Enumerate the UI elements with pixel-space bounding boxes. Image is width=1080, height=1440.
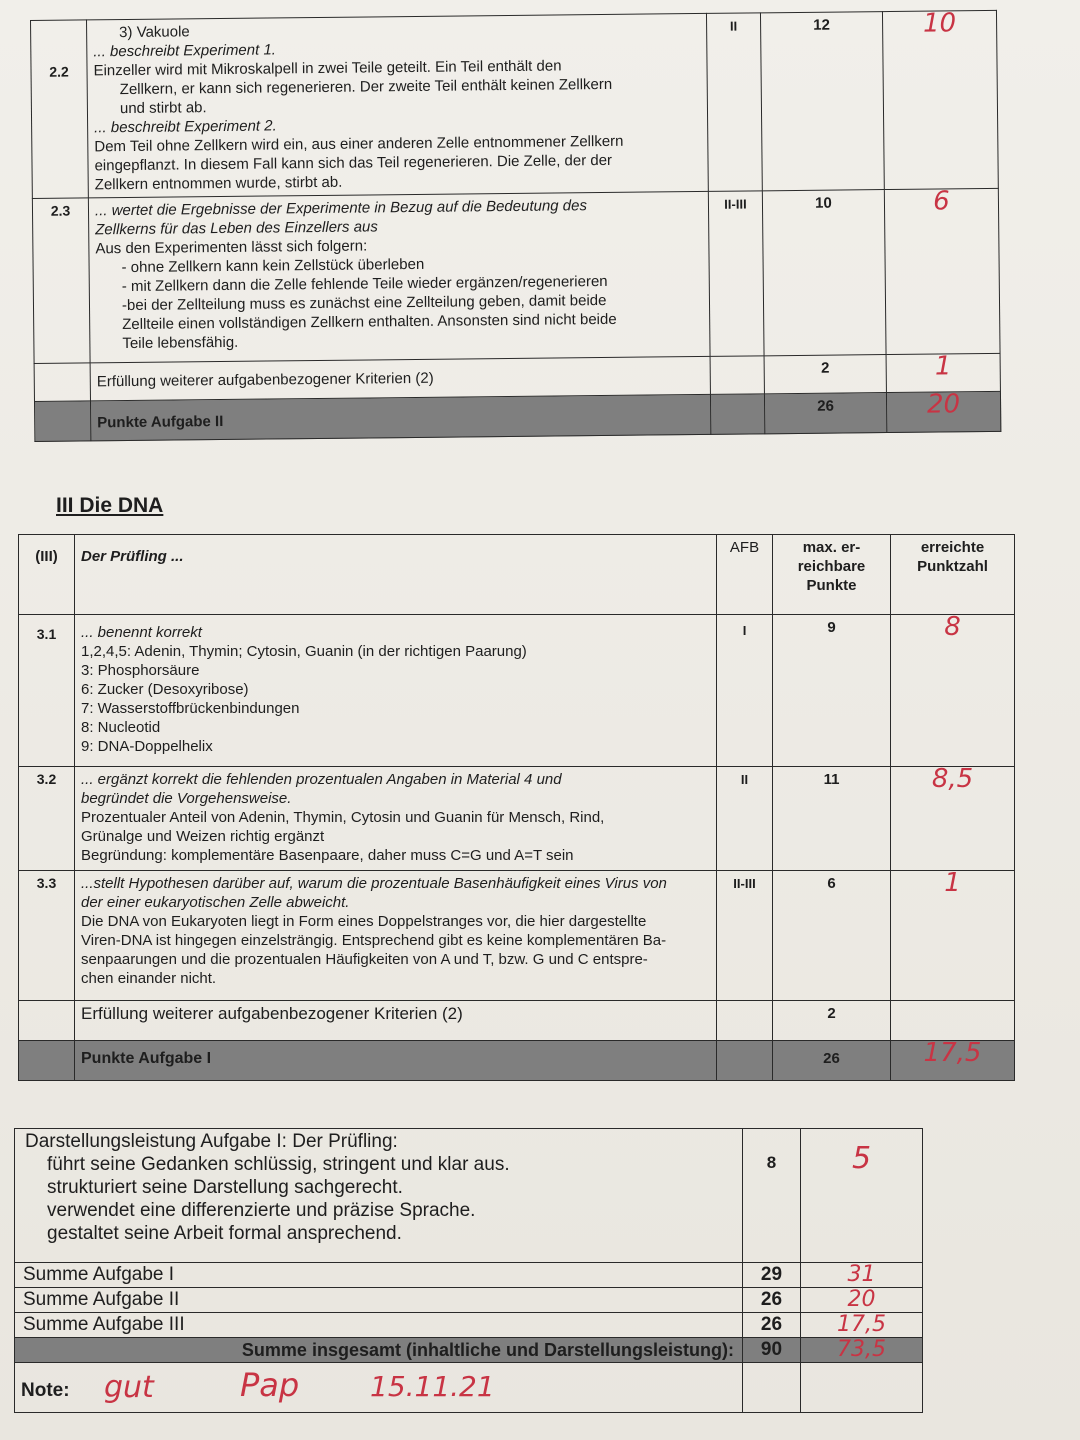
description-line: und stirbt ab. <box>119 99 207 118</box>
max-points: 26 <box>764 393 886 434</box>
handwritten-grade: gut <box>104 1370 154 1405</box>
description-line: ... beschreibt Experiment 1. <box>93 41 277 61</box>
afb-level: II <box>706 13 762 192</box>
max-points: 29 <box>743 1263 801 1288</box>
task-description <box>75 871 717 1001</box>
max-points: 8 <box>743 1129 801 1263</box>
description-line: 1,2,4,5: Adenin, Thymin; Cytosin, Guanin (in der richtigen Paarung) <box>81 643 527 660</box>
achieved-points <box>891 1001 1015 1041</box>
achieved-points: 73,5 <box>801 1338 923 1363</box>
achieved-points: 10 <box>882 10 998 189</box>
header-number: (III) <box>19 535 75 615</box>
max-points: 11 <box>773 767 891 871</box>
note-label: Note: <box>21 1380 70 1401</box>
empty-cell <box>717 1001 773 1041</box>
description-line: Prozentualer Anteil von Adenin, Thymin, Cytosin und Guanin für Mensch, Rind, <box>81 809 605 826</box>
description-line: 3) Vakuole <box>119 23 190 42</box>
description-line: -bei der Zellteilung muss es zunächst eine Zellteilung geben, damit beide <box>121 291 607 315</box>
description-line: chen einander nicht. <box>81 970 217 987</box>
description-line: Grünalge und Weizen richtig ergänzt <box>81 828 325 845</box>
achieved-points: 17,5 <box>891 1041 1015 1081</box>
achieved-points: 6 <box>884 188 1000 354</box>
description-line: begründet die Vorgehensweise. <box>81 790 292 807</box>
max-points: 26 <box>743 1288 801 1313</box>
table-part-3 <box>18 534 1015 1081</box>
sum-label: Summe Aufgabe III <box>15 1313 743 1338</box>
table-row <box>19 1001 1015 1041</box>
table-row <box>32 188 1000 363</box>
description-line: senpaarungen und die prozentualen Häufigkeiten von A und T, bzw. G und C entspre- <box>81 951 648 968</box>
description-line: ... beschreibt Experiment 2. <box>94 117 277 137</box>
task-number: 2.3 <box>32 198 90 364</box>
task-number: 3.1 <box>19 615 75 767</box>
total-label: Punkte Aufgabe II <box>90 394 710 440</box>
grand-total-label: Summe insgesamt (inhaltliche und Darstellungsleistung): <box>15 1338 743 1363</box>
header-task: Der Prüfling ... <box>75 535 717 615</box>
sum-label: Summe Aufgabe I <box>15 1263 743 1288</box>
achieved-points: 1 <box>886 353 1000 392</box>
afb-level: I <box>717 615 773 767</box>
description-line: ...stellt Hypothesen darüber auf, warum die prozentuale Basenhäufigkeit eines Virus von <box>81 875 667 892</box>
description-line: Zellteile einen vollständigen Zellkern enthalten. Ansonsten sind nicht beide <box>122 310 617 334</box>
achieved-points: 8,5 <box>891 767 1015 871</box>
description-line: 3: Phosphorsäure <box>81 662 200 679</box>
section-title: III Die DNA <box>56 494 164 517</box>
darstellung-item: strukturiert seine Darstellung sachgerecht. <box>47 1177 403 1198</box>
max-points: 26 <box>743 1313 801 1338</box>
max-points: 9 <box>773 615 891 767</box>
table-row <box>15 1313 923 1338</box>
description-line: - ohne Zellkern kann kein Zellstück überleben <box>121 255 425 277</box>
table-row <box>19 871 1015 1001</box>
task-number: 2.2 <box>31 20 89 199</box>
empty-cell <box>34 401 90 442</box>
description-line: ... benennt korrekt <box>81 624 202 641</box>
description-line: der einer eukaryotischen Zelle abweicht. <box>81 894 350 911</box>
description-line: ... wertet die Ergebnisse der Experimente in Bezug auf die Bedeutung des <box>94 197 588 220</box>
description-line: Teile lebensfähig. <box>122 333 239 353</box>
description-line: Aus den Experimenten lässt sich folgern: <box>95 237 368 258</box>
task-description <box>88 191 710 362</box>
empty-cell <box>710 356 764 395</box>
table-row <box>19 1041 1015 1081</box>
description-line: 6: Zucker (Desoxyribose) <box>81 681 249 698</box>
empty-cell <box>717 1041 773 1081</box>
description-line: Begründung: komplementäre Basenpaare, daher muss C=G und A=T sein <box>81 847 574 864</box>
afb-level: II-III <box>717 871 773 1001</box>
table-row <box>15 1288 923 1313</box>
achieved-points: 17,5 <box>801 1313 923 1338</box>
afb-level: II-III <box>708 191 764 357</box>
empty-cell <box>34 363 90 402</box>
header-afb: AFB <box>717 535 773 615</box>
empty-cell <box>710 394 764 435</box>
max-points: 26 <box>773 1041 891 1081</box>
description-line: 9: DNA-Doppelhelix <box>81 738 213 755</box>
table-header-row <box>19 535 1015 615</box>
max-points: 90 <box>743 1338 801 1363</box>
max-points: 6 <box>773 871 891 1001</box>
darstellung-title: Darstellungsleistung Aufgabe I: Der Prüfling: <box>25 1131 398 1152</box>
table-row <box>15 1338 923 1363</box>
table-part-2 <box>30 10 1001 442</box>
achieved-points: 20 <box>886 391 1000 432</box>
description-line: Zellkerns für das Leben des Einzellers aus <box>95 218 378 239</box>
table-row <box>15 1263 923 1288</box>
handwritten-signature: Pap <box>240 1366 300 1404</box>
handwritten-date: 15.11.21 <box>370 1370 495 1403</box>
empty-cell <box>19 1001 75 1041</box>
total-label: Punkte Aufgabe I <box>75 1041 717 1081</box>
max-points: 12 <box>760 12 884 191</box>
darstellung-item: gestaltet seine Arbeit formal ansprechend. <box>47 1223 402 1244</box>
darstellung-item: führt seine Gedanken schlüssig, stringent und klar aus. <box>47 1154 510 1175</box>
description-line: 7: Wasserstoffbrückenbindungen <box>81 700 300 717</box>
table-row <box>15 1129 923 1263</box>
empty-cell <box>19 1041 75 1081</box>
description-line: 8: Nucleotid <box>81 719 161 736</box>
empty-cell <box>801 1363 923 1413</box>
description-line: Die DNA von Eukaryoten liegt in Form eines Doppelstranges vor, die hier dargestellte <box>81 913 647 930</box>
criteria-label: Erfüllung weiterer aufgabenbezogener Kriterien (2) <box>75 1001 717 1041</box>
max-points: 2 <box>764 355 886 394</box>
table-row <box>19 767 1015 871</box>
task-description <box>87 13 709 197</box>
sum-label: Summe Aufgabe II <box>15 1288 743 1313</box>
max-points: 2 <box>773 1001 891 1041</box>
description-line: eingepflanzt. In diesem Fall kann sich das Teil regenerieren. Die Zelle, der der <box>94 151 613 175</box>
darstellung-item: verwendet eine differenzierte und präzise Sprache. <box>47 1200 476 1221</box>
table-row <box>31 10 999 198</box>
description-line: Zellkern, er kann sich regenerieren. Der zweite Teil enthält keinen Zellkern <box>119 75 613 99</box>
header-max: max. er- reichbare Punkte <box>773 535 891 615</box>
achieved-points: 31 <box>801 1263 923 1288</box>
achieved-points: 8 <box>891 615 1015 767</box>
empty-cell <box>743 1363 801 1413</box>
criteria-label: Erfüllung weiterer aufgabenbezogener Kriterien (2) <box>90 356 710 400</box>
afb-level: II <box>717 767 773 871</box>
table-row <box>19 615 1015 767</box>
description-line: Viren-DNA ist hingegen einzelsträngig. Entsprechend gibt es keine komplementären Ba- <box>81 932 667 949</box>
header-achieved: erreichte Punktzahl <box>891 535 1015 615</box>
task-number: 3.3 <box>19 871 75 1001</box>
description-line: Einzeller wird mit Mikroskalpell in zwei Teile geteilt. Ein Teil enthält den <box>93 57 562 80</box>
max-points: 10 <box>762 190 886 356</box>
description-line: - mit Zellkern dann die Zelle fehlende Teile wieder ergänzen/regenerieren <box>121 272 608 296</box>
task-description <box>75 767 717 871</box>
description-line: ... ergänzt korrekt die fehlenden prozentualen Angaben in Material 4 und <box>81 771 562 788</box>
achieved-points: 5 <box>801 1129 923 1263</box>
darstellung-criteria <box>15 1129 743 1263</box>
task-number: 3.2 <box>19 767 75 871</box>
achieved-points: 20 <box>801 1288 923 1313</box>
description-line: Dem Teil ohne Zellkern wird ein, aus einer anderen Zelle entnommener Zellkern <box>94 132 624 156</box>
achieved-points: 1 <box>891 871 1015 1001</box>
task-description <box>75 615 717 767</box>
description-line: Zellkern entnommen wurde, stirbt ab. <box>94 173 343 194</box>
